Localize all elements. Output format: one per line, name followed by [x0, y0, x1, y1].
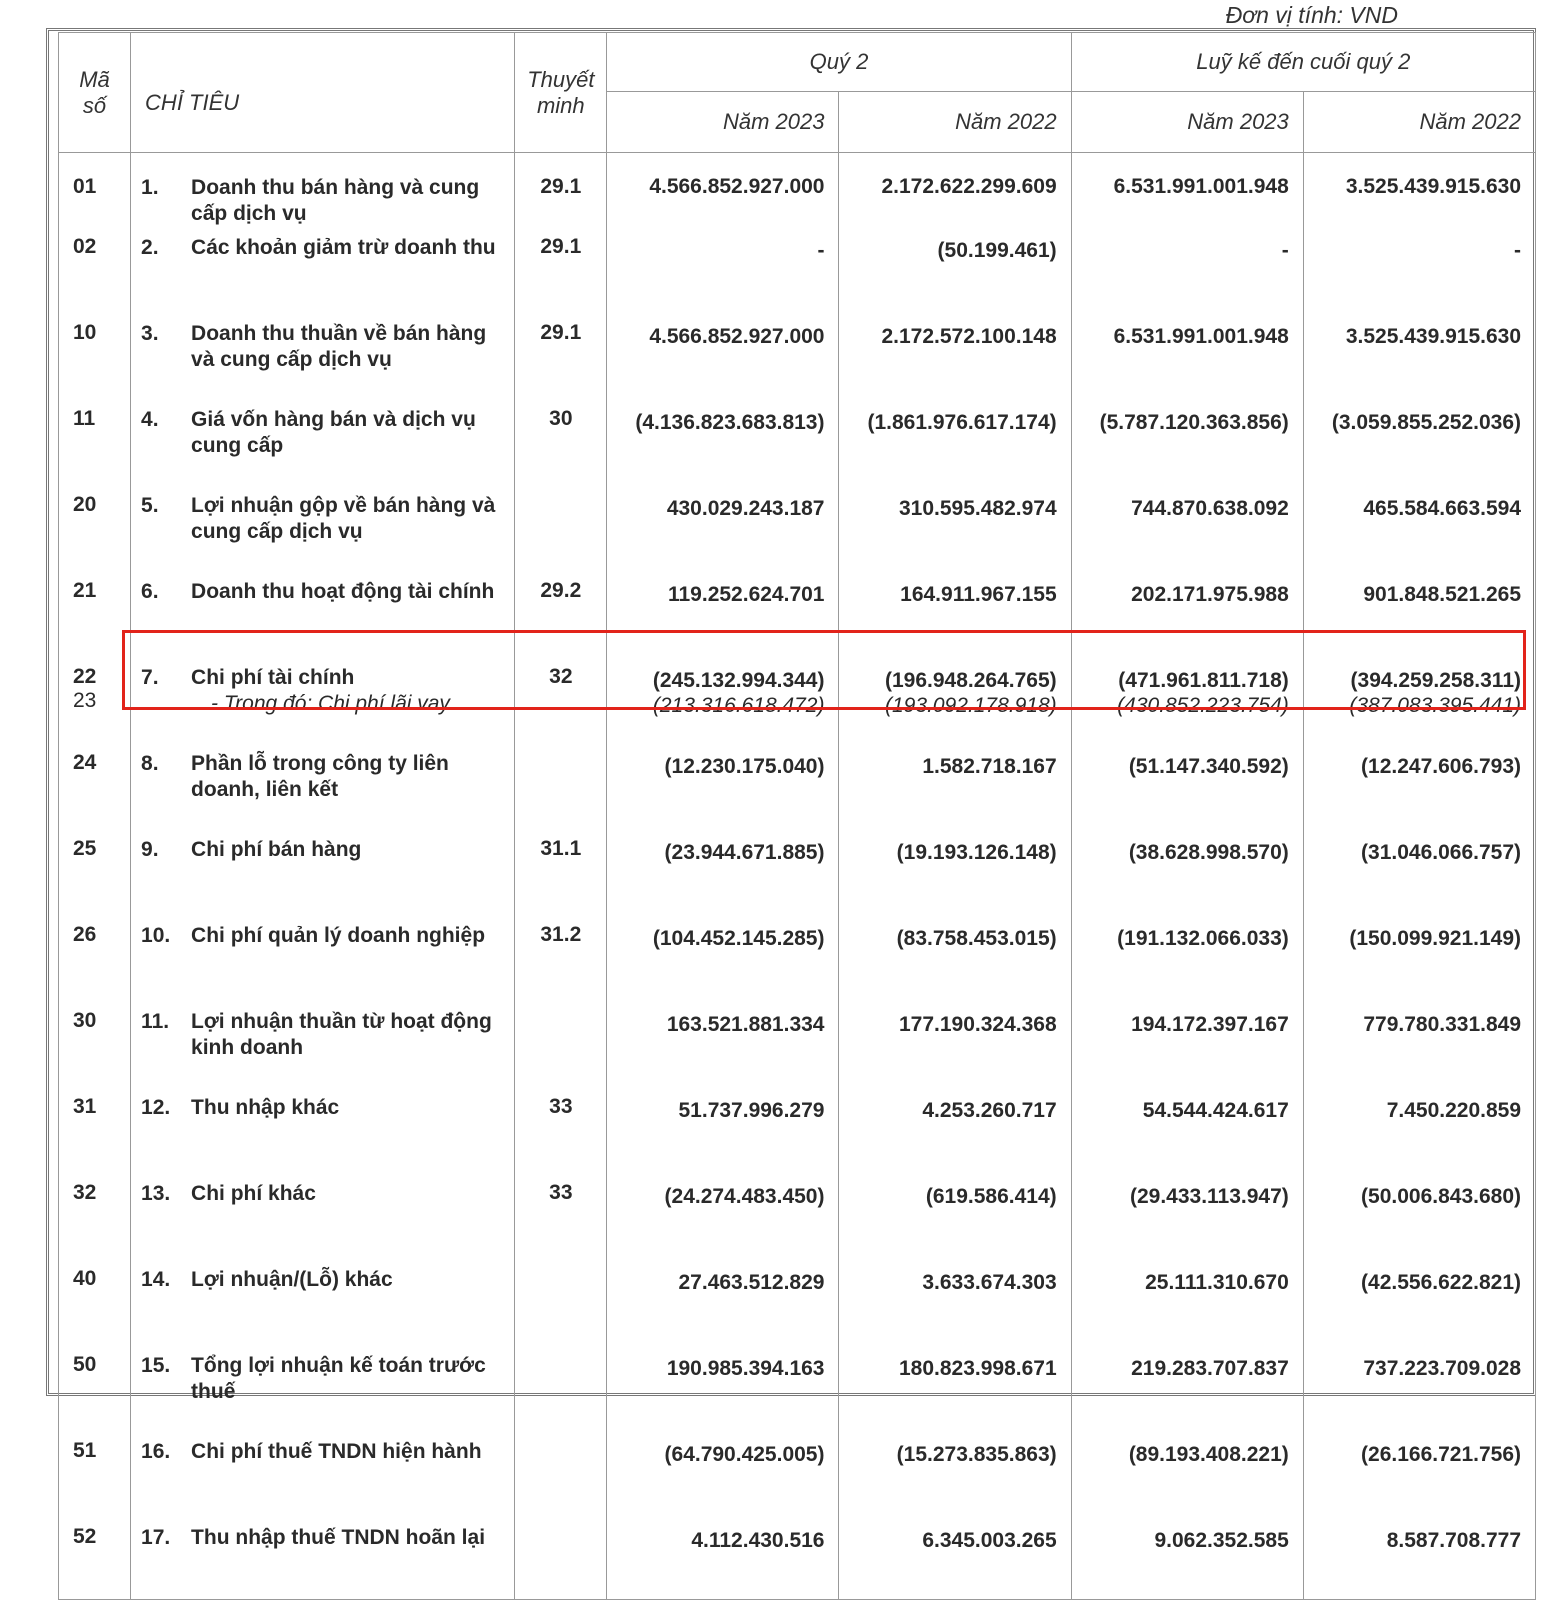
value-q2022: (19.193.126.148) [896, 841, 1057, 864]
row-value-q2022 [839, 489, 1071, 575]
row-note: 33 [515, 1091, 607, 1177]
row-value-c2023 [1071, 317, 1303, 403]
row-code [59, 153, 131, 232]
table-row [59, 1349, 1536, 1435]
row-code [59, 489, 131, 575]
row-label-cell [131, 1005, 515, 1091]
header-q-2023: Năm 2023 [607, 92, 839, 153]
row-label: Lợi nhuận/(Lỗ) khác [191, 1268, 393, 1291]
row-value-c2023 [1071, 1521, 1303, 1600]
row-value-q2023 [607, 231, 839, 317]
row-code-value: 50 [73, 1353, 97, 1376]
row-label-cell [131, 1263, 515, 1349]
value-c2022: 3.525.439.915.630 [1345, 325, 1521, 348]
row-code-value: 11 [73, 407, 96, 430]
row-value-c2022 [1303, 317, 1535, 403]
row-code [59, 919, 131, 1005]
row-label-cell [131, 919, 515, 1005]
value-c2023: - [1281, 239, 1289, 262]
row-code [59, 661, 131, 747]
value-q2023: (245.132.994.344) [652, 669, 825, 692]
value-c2023: (471.961.811.718) [1118, 669, 1289, 692]
value-c2022: (50.006.843.680) [1361, 1185, 1521, 1208]
row-value-c2022 [1303, 833, 1535, 919]
header-c-2023: Năm 2023 [1071, 92, 1303, 153]
value-q2022: (1.861.976.617.174) [867, 411, 1057, 434]
table-row [59, 1521, 1536, 1600]
table-row [59, 1005, 1536, 1091]
header-note: Thuyết minh [515, 33, 607, 153]
value-c2023: (51.147.340.592) [1128, 755, 1289, 778]
row-number: 10. [141, 924, 171, 947]
value-c2022: (31.046.066.757) [1361, 841, 1521, 864]
value-q2022-sub: (193.092.178.918) [885, 694, 1057, 717]
value-c2022-sub: (387.083.395.441) [1349, 694, 1521, 717]
value-q2022: 164.911.967.155 [900, 583, 1057, 606]
row-label-cell [131, 1349, 515, 1435]
row-note: 29.2 [515, 575, 607, 661]
row-code-value: 24 [73, 751, 97, 774]
row-number: 2. [141, 236, 159, 259]
row-label-cell [131, 747, 515, 833]
row-note [515, 489, 607, 575]
row-value-q2022 [839, 747, 1071, 833]
row-note: 29.1 [515, 153, 607, 232]
table-row [59, 153, 1536, 232]
row-code-value: 21 [73, 579, 97, 602]
row-value-q2022 [839, 833, 1071, 919]
row-code [59, 575, 131, 661]
value-q2023: 4.566.852.927.000 [649, 175, 825, 198]
row-label-cell [131, 1091, 515, 1177]
header-q-2022: Năm 2022 [839, 92, 1071, 153]
row-label: Doanh thu hoạt động tài chính [191, 580, 495, 603]
row-value-q2022 [839, 403, 1071, 489]
row-note [515, 1349, 607, 1435]
row-label: Chi phí quản lý doanh nghiệp [191, 924, 486, 947]
row-label-cell [131, 833, 515, 919]
value-c2022: 7.450.220.859 [1386, 1099, 1521, 1122]
row-label-cell [131, 153, 515, 232]
value-c2022: - [1514, 239, 1521, 262]
row-value-q2023 [607, 833, 839, 919]
row-number: 15. [141, 1354, 171, 1377]
row-value-q2023 [607, 1005, 839, 1091]
row-note: 31.1 [515, 833, 607, 919]
row-label: Thu nhập thuế TNDN hoãn lại [191, 1526, 486, 1549]
value-c2022: 737.223.709.028 [1363, 1357, 1521, 1380]
row-number: 16. [141, 1440, 171, 1463]
row-number: 7. [141, 666, 159, 689]
row-value-q2023 [607, 1091, 839, 1177]
row-number: 12. [141, 1096, 171, 1119]
row-label-cell [131, 403, 515, 489]
row-value-q2022 [839, 1435, 1071, 1521]
value-q2022: (50.199.461) [937, 239, 1057, 262]
row-label-cell [131, 317, 515, 403]
row-value-q2023 [607, 1263, 839, 1349]
row-note [515, 1521, 607, 1600]
value-q2022: 177.190.324.368 [898, 1013, 1057, 1036]
row-note [515, 747, 607, 833]
value-c2023: 219.283.707.837 [1131, 1357, 1289, 1380]
row-note: 33 [515, 1177, 607, 1263]
row-value-c2023 [1071, 231, 1303, 317]
table-row [59, 317, 1536, 403]
row-value-q2022 [839, 919, 1071, 1005]
row-code [59, 1091, 131, 1177]
row-code-value: 10 [73, 321, 97, 344]
row-note: 29.1 [515, 231, 607, 317]
row-label-cell [131, 231, 515, 317]
value-c2023: 6.531.991.001.948 [1113, 175, 1289, 198]
row-value-q2022 [839, 1349, 1071, 1435]
row-number: 8. [141, 752, 159, 775]
row-code-value: 51 [73, 1439, 97, 1462]
value-c2023-sub: (430.852.223.754) [1117, 694, 1289, 717]
row-value-q2022 [839, 231, 1071, 317]
table-row [59, 1263, 1536, 1349]
row-value-q2023 [607, 1177, 839, 1263]
row-code [59, 1521, 131, 1600]
row-value-c2023 [1071, 153, 1303, 232]
value-c2023: 6.531.991.001.948 [1113, 325, 1289, 348]
row-note [515, 1263, 607, 1349]
value-c2023: (5.787.120.363.856) [1099, 411, 1289, 434]
row-code [59, 231, 131, 317]
value-q2023: 4.566.852.927.000 [649, 325, 825, 348]
value-q2023: (12.230.175.040) [664, 755, 825, 778]
row-label: Tổng lợi nhuận kế toán trước thuế [191, 1354, 486, 1403]
row-number: 1. [141, 176, 159, 199]
row-note: 32 [515, 661, 607, 747]
row-note: 30 [515, 403, 607, 489]
value-q2023-sub: (213.316.618.472) [652, 694, 825, 717]
value-c2023: 9.062.352.585 [1154, 1529, 1289, 1552]
value-c2022: (12.247.606.793) [1361, 755, 1521, 778]
row-code [59, 403, 131, 489]
value-q2023: (64.790.425.005) [664, 1443, 825, 1466]
value-q2023: (24.274.483.450) [664, 1185, 825, 1208]
row-value-c2022 [1303, 1349, 1535, 1435]
row-value-c2022 [1303, 1091, 1535, 1177]
value-c2022: 8.587.708.777 [1386, 1529, 1521, 1552]
value-q2023: 4.112.430.516 [691, 1529, 825, 1552]
row-value-c2023 [1071, 747, 1303, 833]
row-code-value: 40 [73, 1267, 97, 1290]
value-q2023: (23.944.671.885) [664, 841, 825, 864]
row-number: 13. [141, 1182, 171, 1205]
row-value-c2023 [1071, 833, 1303, 919]
value-q2022: 2.172.622.299.609 [881, 175, 1057, 198]
row-code-value: 01 [73, 175, 97, 198]
row-code [59, 1005, 131, 1091]
row-note [515, 1435, 607, 1521]
value-c2022: 779.780.331.849 [1363, 1013, 1521, 1036]
row-code [59, 1435, 131, 1521]
value-c2022: (42.556.622.821) [1361, 1271, 1521, 1294]
row-value-c2022 [1303, 231, 1535, 317]
row-value-c2022 [1303, 1263, 1535, 1349]
row-value-q2023 [607, 1521, 839, 1600]
row-code [59, 833, 131, 919]
value-c2022: (26.166.721.756) [1361, 1443, 1521, 1466]
row-value-c2023 [1071, 1091, 1303, 1177]
row-code-value: 20 [73, 493, 97, 516]
row-code [59, 1177, 131, 1263]
value-c2022: 465.584.663.594 [1363, 497, 1521, 520]
value-q2023: 51.737.996.279 [678, 1099, 825, 1122]
row-label: Doanh thu bán hàng và cung cấp dịch vụ [191, 176, 480, 225]
row-value-c2022 [1303, 489, 1535, 575]
value-c2022: (150.099.921.149) [1349, 927, 1521, 950]
row-label: Các khoản giảm trừ doanh thu [191, 236, 496, 259]
row-value-q2023 [607, 489, 839, 575]
value-c2022: (394.259.258.311) [1350, 669, 1521, 692]
row-value-c2023 [1071, 1435, 1303, 1521]
value-q2022: (83.758.453.015) [896, 927, 1057, 950]
row-number: 3. [141, 322, 159, 345]
value-c2023: 202.171.975.988 [1131, 583, 1289, 606]
value-c2023: 194.172.397.167 [1131, 1013, 1289, 1036]
header-code: Mã số [59, 33, 131, 153]
row-number: 6. [141, 580, 159, 603]
value-q2022: 310.595.482.974 [898, 497, 1057, 520]
value-q2023: 27.463.512.829 [678, 1271, 825, 1294]
row-value-q2022 [839, 1091, 1071, 1177]
row-code-value: 02 [73, 235, 97, 258]
value-q2022: 6.345.003.265 [922, 1529, 1057, 1552]
value-c2023: 54.544.424.617 [1142, 1099, 1289, 1122]
row-code [59, 1263, 131, 1349]
header-quarter-group: Quý 2 [607, 33, 1071, 92]
row-value-q2022 [839, 1005, 1071, 1091]
row-value-q2023 [607, 747, 839, 833]
row-code-value: 32 [73, 1181, 97, 1204]
value-q2023: - [817, 239, 825, 262]
header-c-2022: Năm 2022 [1303, 92, 1535, 153]
value-q2023: 430.029.243.187 [666, 497, 825, 520]
unit-label: Đơn vị tính: VND [1225, 2, 1398, 28]
row-label: Giá vốn hàng bán và dịch vụ cung cấp [191, 408, 476, 457]
row-value-c2022 [1303, 747, 1535, 833]
value-q2022: 2.172.572.100.148 [881, 325, 1057, 348]
row-label-cell [131, 1435, 515, 1521]
row-value-q2022 [839, 1521, 1071, 1600]
row-number: 17. [141, 1526, 171, 1549]
row-label: Phần lỗ trong công ty liên doanh, liên kết [191, 752, 449, 801]
row-value-c2023 [1071, 919, 1303, 1005]
row-value-c2022 [1303, 1177, 1535, 1263]
header-item: CHỈ TIÊU [131, 33, 515, 153]
row-value-c2023 [1071, 1349, 1303, 1435]
row-code [59, 1349, 131, 1435]
value-c2022: 3.525.439.915.630 [1345, 175, 1521, 198]
value-q2022: (196.948.264.765) [885, 669, 1057, 692]
table-row [59, 1091, 1536, 1177]
value-q2023: 119.252.624.701 [667, 583, 825, 606]
row-code-value: 22 [73, 665, 97, 688]
value-q2022: 4.253.260.717 [922, 1099, 1057, 1122]
row-label: Chi phí bán hàng [191, 838, 362, 861]
value-c2022: 901.848.521.265 [1363, 583, 1521, 606]
row-label: Chi phí tài chính [191, 666, 355, 689]
row-value-c2022 [1303, 1435, 1535, 1521]
row-label: Chi phí thuế TNDN hiện hành [191, 1440, 482, 1463]
value-c2023: (89.193.408.221) [1128, 1443, 1289, 1466]
row-sub-label: - Trong đó: Chi phí lãi vay [211, 692, 450, 715]
row-value-c2022 [1303, 153, 1535, 232]
row-label-cell [131, 1521, 515, 1600]
row-code-sub: 23 [73, 689, 97, 712]
row-note: 31.2 [515, 919, 607, 1005]
value-q2022: 180.823.998.671 [898, 1357, 1057, 1380]
table-row [59, 1177, 1536, 1263]
row-number: 5. [141, 494, 159, 517]
row-label: Lợi nhuận thuần từ hoạt động kinh doanh [191, 1010, 492, 1059]
row-value-c2022 [1303, 403, 1535, 489]
row-code-value: 31 [73, 1095, 97, 1118]
row-value-q2022 [839, 1177, 1071, 1263]
row-note [515, 1005, 607, 1091]
row-code-value: 26 [73, 923, 97, 946]
table-row [59, 231, 1536, 317]
value-c2023: (38.628.998.570) [1128, 841, 1289, 864]
row-value-q2023 [607, 1349, 839, 1435]
value-c2023: (191.132.066.033) [1117, 927, 1289, 950]
table-row [59, 489, 1536, 575]
value-c2023: 744.870.638.092 [1131, 497, 1289, 520]
row-number: 11. [141, 1010, 170, 1033]
row-value-c2022 [1303, 1005, 1535, 1091]
income-statement-table [58, 32, 1536, 1600]
row-label: Lợi nhuận gộp về bán hàng và cung cấp dịch vụ [191, 494, 496, 543]
row-code-value: 30 [73, 1009, 97, 1032]
value-c2022: (3.059.855.252.036) [1331, 411, 1521, 434]
row-code [59, 747, 131, 833]
row-code-value: 25 [73, 837, 97, 860]
row-label: Doanh thu thuần về bán hàng và cung cấp dịch vụ [191, 322, 487, 371]
row-value-c2023 [1071, 1005, 1303, 1091]
row-value-q2023 [607, 1435, 839, 1521]
row-number: 9. [141, 838, 159, 861]
row-code-value: 52 [73, 1525, 97, 1548]
table-row [59, 833, 1536, 919]
row-value-q2023 [607, 153, 839, 232]
row-value-q2022 [839, 317, 1071, 403]
row-label: Chi phí khác [191, 1182, 316, 1205]
row-value-q2023 [607, 919, 839, 1005]
row-label-cell [131, 489, 515, 575]
row-number: 14. [141, 1268, 171, 1291]
value-q2022: 3.633.674.303 [922, 1271, 1057, 1294]
row-label: Thu nhập khác [191, 1096, 340, 1119]
table-row [59, 747, 1536, 833]
value-c2023: (29.433.113.947) [1129, 1185, 1289, 1208]
header-cumulative-group: Luỹ kế đến cuối quý 2 [1071, 33, 1535, 92]
row-code [59, 317, 131, 403]
table-row [59, 919, 1536, 1005]
row-value-c2022 [1303, 919, 1535, 1005]
row-value-c2023 [1071, 489, 1303, 575]
row-value-c2023 [1071, 403, 1303, 489]
value-c2023: 25.111.310.670 [1145, 1271, 1289, 1294]
value-q2022: (15.273.835.863) [896, 1443, 1057, 1466]
value-q2023: 163.521.881.334 [666, 1013, 825, 1036]
row-value-q2023 [607, 317, 839, 403]
row-value-c2023 [1071, 1263, 1303, 1349]
value-q2023: (104.452.145.285) [652, 927, 825, 950]
highlight-box [122, 630, 1526, 710]
value-q2022: (619.586.414) [925, 1185, 1057, 1208]
row-value-q2022 [839, 153, 1071, 232]
row-value-c2022 [1303, 1521, 1535, 1600]
row-note: 29.1 [515, 317, 607, 403]
row-value-q2023 [607, 403, 839, 489]
table-row [59, 1435, 1536, 1521]
value-q2022: 1.582.718.167 [922, 755, 1057, 778]
row-label-cell [131, 1177, 515, 1263]
value-q2023: (4.136.823.683.813) [635, 411, 825, 434]
row-value-c2023 [1071, 1177, 1303, 1263]
table-row [59, 403, 1536, 489]
value-q2023: 190.985.394.163 [666, 1357, 825, 1380]
row-number: 4. [141, 408, 159, 431]
row-value-q2022 [839, 1263, 1071, 1349]
